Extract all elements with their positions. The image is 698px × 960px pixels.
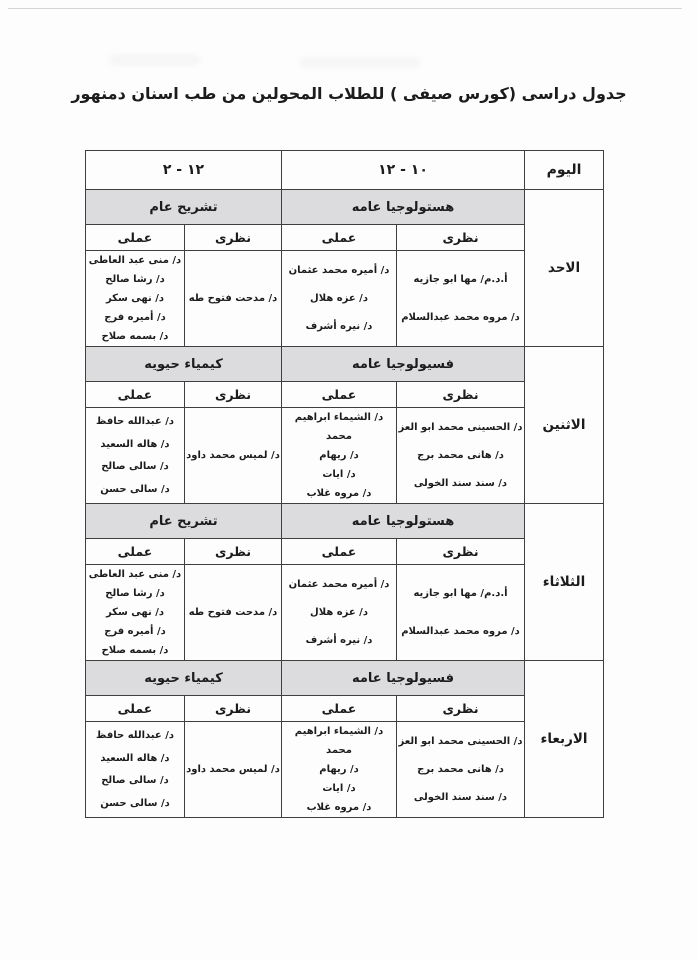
instructor-name: د/ عزه هلال <box>310 607 368 618</box>
instructor-name: د/ هانى محمد برج <box>417 450 504 461</box>
practical-instructors-cell <box>282 722 397 818</box>
instructor-list <box>185 252 281 346</box>
theory-label-cell: نظرى <box>185 382 282 408</box>
instructor-name: د/ لميس محمد داود <box>186 764 280 775</box>
instructor-name: د/ سند سند الخولى <box>413 792 508 804</box>
theory-label-cell: نظرى <box>397 225 525 251</box>
theory-label-cell: نظرى <box>397 696 525 722</box>
instructor-name: د/ مروه غلاب <box>306 488 372 499</box>
instructor-name: د/ الشيماء ابراهيم محمد <box>294 726 384 756</box>
instructor-name: أ.د.م/ مها ابو جازيه <box>413 588 508 600</box>
table-header-row <box>85 151 603 190</box>
schedule-table <box>85 150 604 818</box>
theory-instructors-cell <box>397 722 525 818</box>
day-column-header: اليوم <box>525 151 604 190</box>
instructor-name: د/ هانى محمد برج <box>417 764 504 775</box>
instructor-name: د/ أميره فرج <box>104 626 166 637</box>
theory-label-cell: نظرى <box>185 225 282 251</box>
practical-label-cell: عملى <box>85 225 184 251</box>
instructor-name: د/ الحسينى محمد ابو العز <box>398 421 523 433</box>
practical-instructors-cell <box>85 565 184 661</box>
instructor-list <box>397 723 524 817</box>
instructor-list <box>185 409 281 503</box>
theory-instructors-cell <box>397 565 525 661</box>
instructor-name: د/ عبدالله حافظ <box>96 730 174 742</box>
instructor-list <box>86 251 184 346</box>
day-subject-row <box>85 347 603 382</box>
subject-cell: تشريح عام <box>85 190 281 225</box>
day-name-cell: الثلاثاء <box>525 504 604 661</box>
instructor-name: د/ سند سند الخولى <box>413 478 508 490</box>
instructor-name: د/ سالى صالح <box>101 461 169 473</box>
instructor-name: د/ سالى صالح <box>101 775 169 787</box>
practical-label-cell: عملى <box>85 539 184 565</box>
instructor-name: د/ نيره أشرف <box>305 321 373 333</box>
instructor-name: د/ أميره محمد عثمان <box>288 578 390 590</box>
day-subject-row <box>85 504 603 539</box>
instructor-name: د/ عبدالله حافظ <box>96 416 174 428</box>
instructor-name: د/ رشا صالح <box>105 588 165 599</box>
instructor-name: د/ ايات <box>322 469 356 480</box>
instructor-name: د/ ايات <box>322 783 356 794</box>
practical-label-cell: عملى <box>85 696 184 722</box>
page-title: جدول دراسى (كورس صيفى ) للطلاب المحولين من طب اسنان دمنهور <box>71 84 627 103</box>
instructor-name: د/ عزه هلال <box>310 293 368 304</box>
theory-label-cell: نظرى <box>185 539 282 565</box>
instructor-list <box>86 409 184 503</box>
instructor-list <box>397 409 524 503</box>
instructor-name: د/ ريهام <box>319 764 359 775</box>
scan-artifact-line <box>8 8 682 9</box>
instructor-name: د/ نهى سكر <box>105 293 165 304</box>
instructor-name: د/ مروه غلاب <box>306 802 372 813</box>
day-subject-row <box>85 190 603 225</box>
subject-cell: فسيولوجيا عامه <box>282 347 525 382</box>
instructor-name: د/ نيره أشرف <box>305 635 373 647</box>
instructor-list <box>282 566 396 660</box>
instructor-name: د/ نهى سكر <box>105 607 165 618</box>
instructor-name: د/ مدحت فتوح طه <box>188 293 278 304</box>
subject-cell: كيمياء حيويه <box>85 661 281 696</box>
practical-label-cell: عملى <box>282 696 397 722</box>
instructor-list <box>282 722 396 817</box>
instructor-list <box>86 723 184 817</box>
subject-cell: هستولوجيا عامه <box>282 504 525 539</box>
instructor-list <box>282 252 396 346</box>
practical-instructors-cell <box>85 251 184 347</box>
scan-artifact-smudge <box>110 55 200 65</box>
subject-cell: كيمياء حيويه <box>85 347 281 382</box>
theory-label-cell: نظرى <box>397 539 525 565</box>
instructor-list <box>86 565 184 660</box>
theory-instructors-cell <box>397 251 525 347</box>
instructor-name: د/ منى عبد العاطى <box>88 255 182 266</box>
practical-instructors-cell <box>282 251 397 347</box>
subject-cell: تشريح عام <box>85 504 281 539</box>
practical-label-cell: عملى <box>282 225 397 251</box>
instructor-name: د/ مروه محمد عبدالسلام <box>401 625 520 637</box>
instructor-name: د/ ريهام <box>319 450 359 461</box>
theory-label-cell: نظرى <box>185 696 282 722</box>
instructor-list <box>185 566 281 660</box>
practical-instructors-cell <box>85 722 184 818</box>
instructor-name: د/ بسمه صلاح <box>101 645 169 656</box>
scan-artifact-smudge <box>300 58 420 67</box>
practical-instructors-cell <box>85 408 184 504</box>
day-name-cell: الاثنين <box>525 347 604 504</box>
time-slot-2-header: ١٢ - ٢ <box>85 151 281 190</box>
practical-instructors-cell <box>282 565 397 661</box>
instructor-list <box>282 408 396 503</box>
practical-label-cell: عملى <box>282 539 397 565</box>
theory-instructors-cell <box>185 251 282 347</box>
instructor-name: د/ سالى حسن <box>100 483 170 495</box>
day-name-cell: الاربعاء <box>525 661 604 818</box>
instructor-name: د/ الحسينى محمد ابو العز <box>398 735 523 747</box>
day-subject-row <box>85 661 603 696</box>
instructor-name: د/ الشيماء ابراهيم محمد <box>294 412 384 442</box>
instructor-name: د/ منى عبد العاطى <box>88 569 182 580</box>
practical-instructors-cell <box>282 408 397 504</box>
instructor-name: د/ لميس محمد داود <box>186 450 280 461</box>
practical-label-cell: عملى <box>282 382 397 408</box>
day-name-cell: الاحد <box>525 190 604 347</box>
instructor-list <box>397 252 524 346</box>
practical-label-cell: عملى <box>85 382 184 408</box>
instructor-name: د/ بسمه صلاح <box>101 331 169 342</box>
theory-instructors-cell <box>185 722 282 818</box>
instructor-name: د/ هاله السعيد <box>100 438 170 450</box>
instructor-list <box>397 566 524 660</box>
instructor-name: د/ سالى حسن <box>100 797 170 809</box>
instructor-name: د/ مدحت فتوح طه <box>188 607 278 618</box>
instructor-name: د/ مروه محمد عبدالسلام <box>401 311 520 323</box>
instructor-name: د/ أميره محمد عثمان <box>288 264 390 276</box>
subject-cell: فسيولوجيا عامه <box>282 661 525 696</box>
time-slot-1-header: ١٠ - ١٢ <box>282 151 525 190</box>
instructor-name: د/ هاله السعيد <box>100 752 170 764</box>
theory-instructors-cell <box>397 408 525 504</box>
instructor-name: أ.د.م/ مها ابو جازيه <box>413 274 508 286</box>
instructor-list <box>185 723 281 817</box>
subject-cell: هستولوجيا عامه <box>282 190 525 225</box>
instructor-name: د/ أميره فرج <box>104 312 166 323</box>
instructor-name: د/ رشا صالح <box>105 274 165 285</box>
theory-label-cell: نظرى <box>397 382 525 408</box>
theory-instructors-cell <box>185 565 282 661</box>
theory-instructors-cell <box>185 408 282 504</box>
